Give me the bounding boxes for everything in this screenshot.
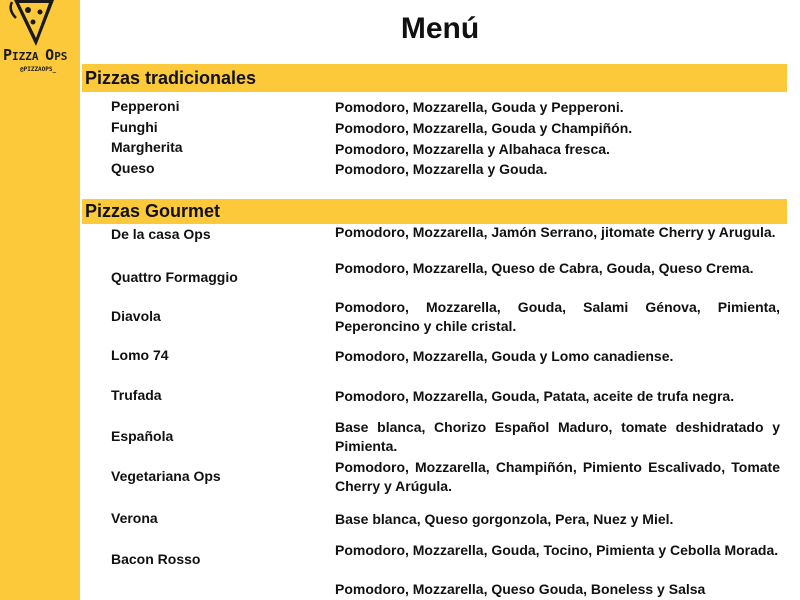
item-description: Pomodoro, Mozzarella, Champiñón, Pimiento Escalivado, Tomate Cherry y Arúgula. bbox=[335, 459, 780, 494]
section-header-gourmet: Pizzas Gourmet bbox=[82, 199, 787, 224]
item-description: Pomodoro, Mozzarella y Gouda. bbox=[335, 161, 548, 177]
brand-name: PIZZA OPS bbox=[3, 46, 68, 64]
item-description: Pomodoro, Mozzarella, Gouda, Patata, aceite de trufa negra. bbox=[335, 388, 735, 404]
item-description: Pomodoro, Mozzarella, Gouda y Champiñón. bbox=[335, 120, 633, 136]
item-name: Quattro Formaggio bbox=[111, 269, 238, 285]
item-description: Pomodoro, Mozzarella, Gouda y Lomo canadiense. bbox=[335, 348, 674, 364]
left-sidebar bbox=[0, 0, 80, 600]
item-name: Verona bbox=[111, 510, 158, 526]
item-name: Funghi bbox=[111, 119, 158, 135]
item-description: Pomodoro, Mozzarella, Gouda y Pepperoni. bbox=[335, 99, 624, 115]
item-name: Pepperoni bbox=[111, 98, 180, 114]
section-header-tradicionales: Pizzas tradicionales bbox=[82, 64, 787, 92]
page-title: Menú bbox=[400, 12, 480, 45]
item-name: Queso bbox=[111, 160, 155, 176]
item-description: Pomodoro, Mozzarella, Queso de Cabra, Gouda, Queso Crema. bbox=[335, 260, 754, 276]
item-description: Base blanca, Chorizo Español Maduro, tomate deshidratado y Pimienta. bbox=[335, 419, 780, 454]
item-name: Española bbox=[111, 428, 174, 444]
item-description: Pomodoro, Mozzarella y Albahaca fresca. bbox=[335, 141, 610, 157]
item-name: Trufada bbox=[111, 387, 162, 403]
item-description: Pomodoro, Mozzarella, Queso Gouda, Boneless y Salsa bbox=[335, 581, 706, 597]
item-description: Base blanca, Queso gorgonzola, Pera, Nuez y Miel. bbox=[335, 511, 674, 527]
item-name: Bacon Rosso bbox=[111, 551, 201, 567]
item-description: Pomodoro, Mozzarella, Jamón Serrano, jitomate Cherry y Arugula. bbox=[335, 224, 776, 240]
item-description: Pomodoro, Mozzarella, Gouda, Salami Génova, Pimienta, Peperoncino y chile cristal. bbox=[335, 299, 780, 334]
item-name: De la casa Ops bbox=[111, 226, 211, 242]
item-name: Margherita bbox=[111, 139, 183, 155]
item-description: Pomodoro, Mozzarella, Gouda, Tocino, Pimienta y Cebolla Morada. bbox=[335, 542, 779, 558]
item-name: Diavola bbox=[111, 308, 161, 324]
item-name: Lomo 74 bbox=[111, 347, 169, 363]
item-name: Vegetariana Ops bbox=[111, 468, 221, 484]
brand-handle: @PIZZAOPS_ bbox=[20, 66, 57, 73]
